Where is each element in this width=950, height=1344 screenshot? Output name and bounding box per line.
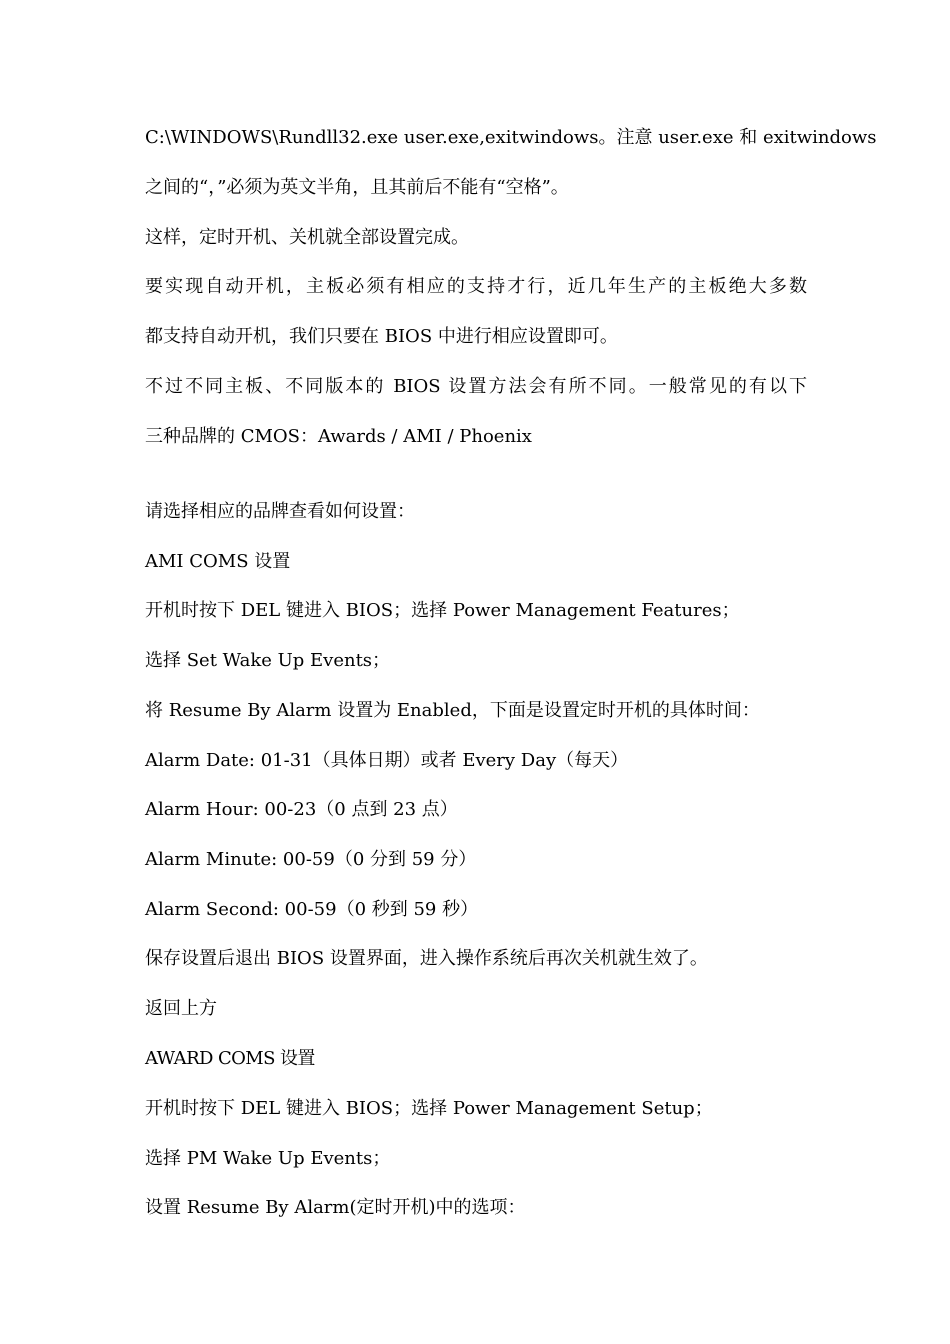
text-line-auto-boot-intro: 要实现自动开机，主板必须有相应的支持才行，近几年生产的主板绝大多数 bbox=[145, 276, 807, 297]
back-to-top-link[interactable]: 返回上方 bbox=[145, 998, 217, 1019]
text-line-alarm-minute: Alarm Minute: 00-59（0 分到 59 分） bbox=[145, 849, 477, 870]
text-line-choose-brand: 请选择相应的品牌查看如何设置： bbox=[145, 501, 415, 522]
text-line-ami-wake-events: 选择 Set Wake Up Events； bbox=[145, 650, 391, 671]
heading-award-coms: AWARD COMS 设置 bbox=[145, 1048, 315, 1069]
text-line-ami-resume-alarm: 将 Resume By Alarm 设置为 Enabled，下面是设置定时开机的具体时间： bbox=[145, 700, 760, 721]
text-line-alarm-date: Alarm Date: 01-31（具体日期）或者 Every Day（每天） bbox=[145, 750, 629, 771]
text-line-award-wake-events: 选择 PM Wake Up Events； bbox=[145, 1148, 391, 1169]
text-line-bios-differences: 不过不同主板、不同版本的 BIOS 设置方法会有所不同。一般常见的有以下 bbox=[145, 376, 807, 397]
text-line-ami-enter-bios: 开机时按下 DEL 键进入 BIOS；选择 Power Management Features； bbox=[145, 600, 740, 621]
text-line-comma-note: 之间的“，”必须为英文半角，且其前后不能有“空格”。 bbox=[145, 177, 569, 198]
text-line-setup-complete: 这样，定时开机、关机就全部设置完成。 bbox=[145, 227, 469, 248]
text-line-alarm-second: Alarm Second: 00-59（0 秒到 59 秒） bbox=[145, 899, 479, 920]
heading-ami-coms: AMI COMS 设置 bbox=[145, 551, 291, 572]
text-line-alarm-hour: Alarm Hour: 00-23（0 点到 23 点） bbox=[145, 799, 458, 820]
text-line-bios-settings: 都支持自动开机，我们只要在 BIOS 中进行相应设置即可。 bbox=[145, 326, 618, 347]
text-line-award-resume-alarm: 设置 Resume By Alarm(定时开机)中的选项： bbox=[145, 1197, 526, 1218]
text-line-command: C:\WINDOWS\Rundll32.exe user.exe,exitwindows。注意 user.exe 和 exitwindows bbox=[145, 127, 877, 148]
text-line-cmos-brands: 三种品牌的 CMOS：Awards / AMI / Phoenix bbox=[145, 426, 532, 447]
text-line-save-exit: 保存设置后退出 BIOS 设置界面，进入操作系统后再次关机就生效了。 bbox=[145, 948, 708, 969]
text-line-award-enter-bios: 开机时按下 DEL 键进入 BIOS；选择 Power Management Setup； bbox=[145, 1098, 713, 1119]
